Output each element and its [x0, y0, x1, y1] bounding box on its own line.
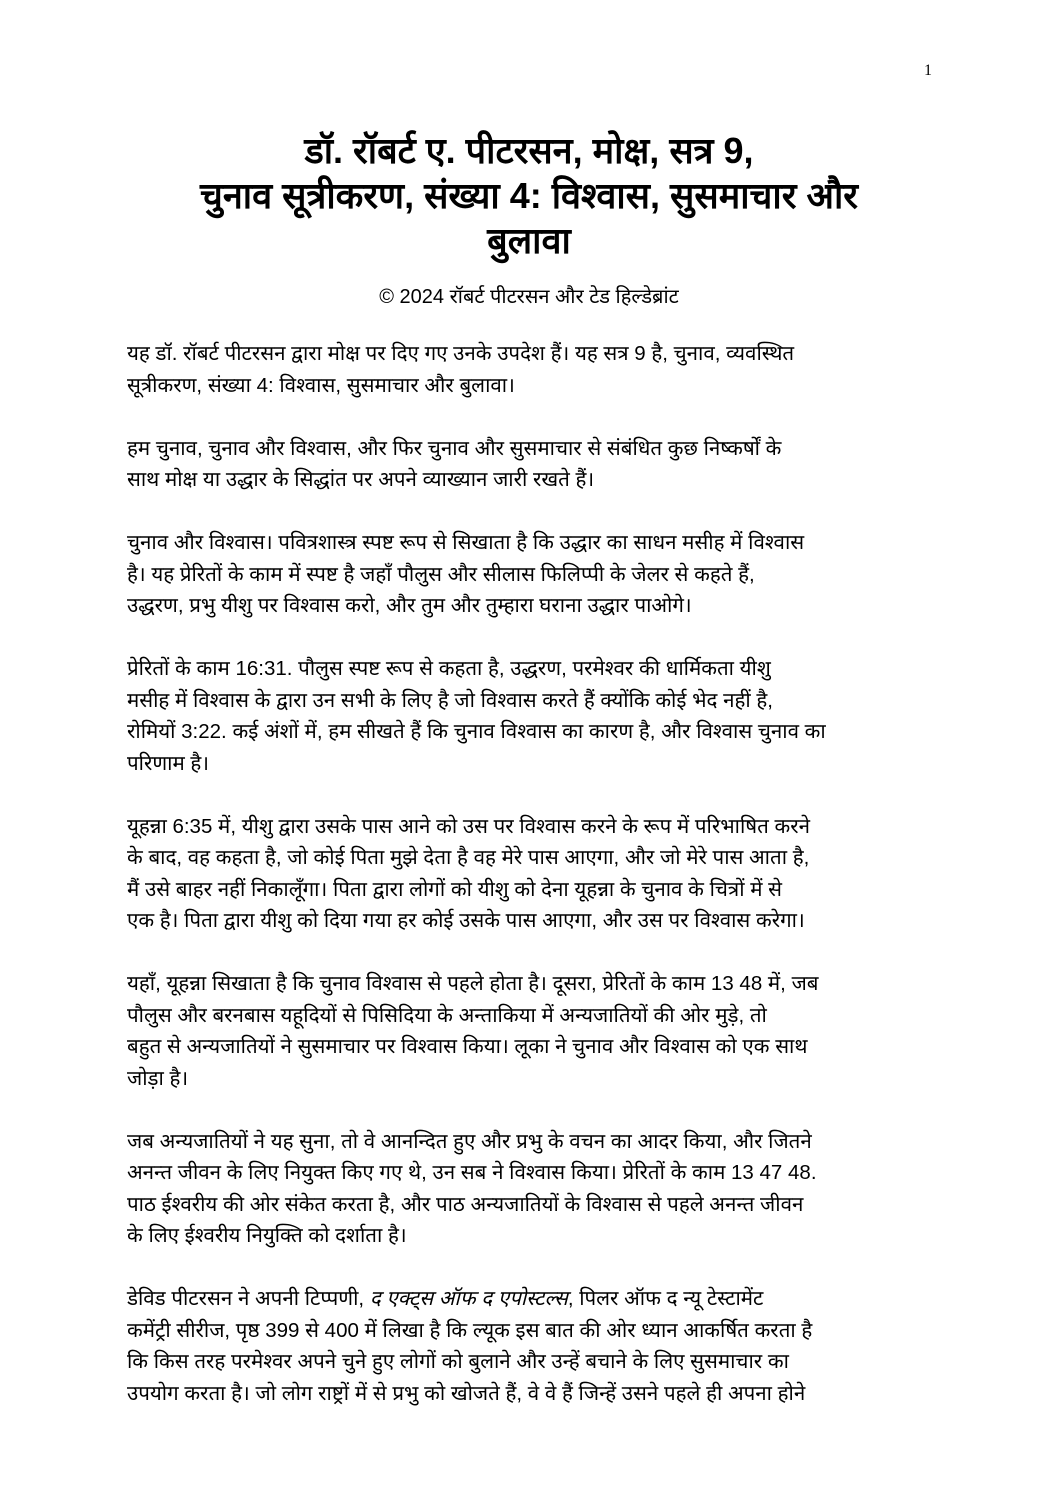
- text-line: जब अन्यजातियों ने यह सुना, तो वे आनन्दित हुए और प्रभु के वचन का आदर किया, और जितने: [127, 1129, 812, 1153]
- paragraph: [127, 527, 927, 622]
- text-line: उपयोग करता है। जो लोग राष्ट्रों में से प्रभु को खोजते हैं, वे वे हैं जिन्हें उसने पहले ही अपना होने: [127, 1381, 806, 1405]
- text-line: साथ मोक्ष या उद्धार के सिद्धांत पर अपने व्याख्यान जारी रखते हैं।: [127, 468, 595, 491]
- text-line: अनन्त जीवन के लिए नियुक्त किए गए थे, उन सब ने विश्वास किया। प्रेरितों के काम 13 47 48.: [127, 1161, 817, 1184]
- text-line: बहुत से अन्यजातियों ने सुसमाचार पर विश्वास किया। लूका ने चुनाव और विश्वास को एक साथ: [127, 1035, 808, 1058]
- text-line: पौलुस और बरनबास यहूदियों से पिसिदिया के अन्ताकिया में अन्यजातियों की ओर मुड़े, तो: [127, 1003, 767, 1027]
- text-line: यूहन्ना 6:35 में, यीशु द्वारा उसके पास आने को उस पर विश्वास करने के रूप में परिभाषित करने: [127, 814, 811, 838]
- paragraph: [127, 653, 927, 779]
- paragraph: [127, 968, 927, 1094]
- text-line: एक है। पिता द्वारा यीशु को दिया गया हर कोई उसके पास आएगा, और उस पर विश्वास करेगा।: [127, 909, 805, 932]
- text-line: यह डॉ. रॉबर्ट पीटरसन द्वारा मोक्ष पर दिए गए उनके उपदेश हैं। यह सत्र 9 है, चुनाव, व्यवस्थित: [127, 342, 795, 365]
- text-line: कमेंट्री सीरीज, पृष्ठ 399 से 400 में लिखा है कि ल्यूक इस बात की ओर ध्यान आकर्षित करता है: [127, 1318, 813, 1342]
- title-line: चुनाव सूत्रीकरण, संख्या 4: विश्वास, सुसमाचार और: [199, 175, 859, 216]
- title-line: डॉ. रॉबर्ट ए. पीटरसन, मोक्ष, सत्र 9,: [304, 130, 754, 171]
- text-line: के बाद, वह कहता है, जो कोई पिता मुझे देता है वह मेरे पास आएगा, और जो मेरे पास आता है,: [127, 846, 810, 869]
- text-line: सूत्रीकरण, संख्या 4: विश्वास, सुसमाचार और बुलावा।: [127, 373, 515, 397]
- text-line: परिणाम है।: [127, 751, 210, 775]
- text-line: है। यह प्रेरितों के काम में स्पष्ट है जहाँ पौलुस और सीलास फिलिप्पी के जेलर से कहते हैं,: [127, 562, 755, 586]
- paragraph: [127, 811, 927, 937]
- text-line: चुनाव और विश्वास। पवित्रशास्त्र स्पष्ट रूप से सिखाता है कि उद्धार का साधन मसीह में विश्वास: [127, 531, 805, 554]
- text-line: हम चुनाव, चुनाव और विश्वास, और फिर चुनाव और सुसमाचार से संबंधित कुछ निष्कर्षों के: [127, 436, 782, 460]
- text-span: डेविड पीटरसन ने अपनी टिप्पणी,: [127, 1287, 370, 1310]
- page-number: 1: [924, 62, 932, 79]
- text-line: पाठ ईश्वरीय की ओर संकेत करता है, और पाठ अन्यजातियों के विश्वास से पहले अनन्त जीवन: [127, 1192, 804, 1216]
- text-line: रोमियों 3:22. कई अंशों में, हम सीखते हैं कि चुनाव विश्वास का कारण है, और विश्वास चुनाव का: [127, 720, 826, 743]
- text-line: जोड़ा है।: [127, 1066, 189, 1090]
- paragraph: [127, 1126, 927, 1252]
- text-line: कि किस तरह परमेश्वर अपने चुने हुए लोगों को बुलाने और उन्हें बचाने के लिए सुसमाचार का: [127, 1350, 789, 1373]
- text-line: [127, 1283, 927, 1315]
- title-line: बुलावा: [487, 220, 571, 261]
- book-title-italic: द एक्ट्स ऑफ द एपोस्टल्स: [369, 1287, 568, 1310]
- text-line: यहाँ, यूहन्ना सिखाता है कि चुनाव विश्वास से पहले होता है। दूसरा, प्रेरितों के काम 13 48 में, जब: [127, 972, 819, 995]
- paragraph-commentary: [127, 1283, 927, 1409]
- document-title: [60, 128, 998, 263]
- copyright-line: © 2024 रॉबर्ट पीटरसन और टेड हिल्डेब्रांट: [379, 286, 679, 308]
- paragraph: [127, 433, 927, 496]
- text-span: , पिलर ऑफ द न्यू टेस्टामेंट: [567, 1287, 764, 1310]
- text-line: उद्धरण, प्रभु यीशु पर विश्वास करो, और तुम और तुम्हारा घराना उद्धार पाओगे।: [127, 594, 692, 617]
- text-line: प्रेरितों के काम 16:31. पौलुस स्पष्ट रूप से कहता है, उद्धरण, परमेश्वर की धार्मिकता यीशु: [127, 657, 771, 680]
- text-line: मैं उसे बाहर नहीं निकालूँगा। पिता द्वारा लोगों को यीशु को देना यूहन्ना के चुनाव के चित्रों में से: [127, 877, 783, 901]
- paragraph: [127, 338, 927, 401]
- text-line: के लिए ईश्वरीय नियुक्ति को दर्शाता है।: [127, 1224, 407, 1247]
- text-line: मसीह में विश्वास के द्वारा उन सभी के लिए है जो विश्वास करते हैं क्योंकि कोई भेद नहीं है,: [127, 688, 773, 712]
- document-body: [127, 338, 927, 1441]
